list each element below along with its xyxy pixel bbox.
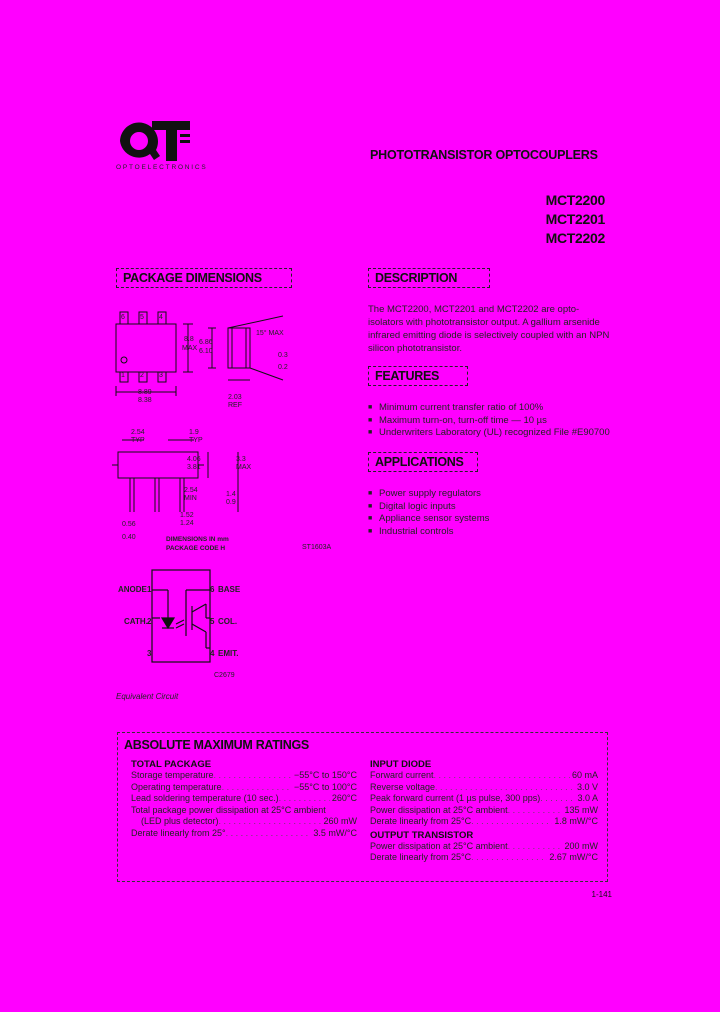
circuit-pin-4: 4 [210, 649, 215, 658]
table-row: Total package power dissipation at 25°C ambient [131, 804, 326, 815]
dim-label: 6.86 [199, 339, 213, 346]
emit-label: EMIT. [218, 649, 239, 658]
table-row: Reverse voltage . . . 3.0 V [370, 782, 598, 794]
part-number-2: MCT2201 [545, 211, 605, 227]
features-list [368, 402, 610, 440]
package-dimensions-heading: PACKAGE DIMENSIONS [116, 268, 292, 288]
dim-label: 6.10 [199, 348, 213, 355]
dim-label: TYP [131, 437, 145, 444]
dim-label: 1.52 [180, 512, 194, 519]
table-row: Derate linearly from 25°C . . . 2.67 mW/°C [370, 852, 598, 864]
circuit-pin-1: 1 [147, 585, 152, 594]
page-title: PHOTOTRANSISTOR OPTOCOUPLERS [370, 148, 598, 162]
circuit-pin-6: 6 [210, 585, 215, 594]
dim-label: MIN [184, 495, 197, 502]
list-item: ■ Digital logic inputs [368, 501, 489, 514]
total-package-ratings [131, 759, 357, 839]
pin-label-2: 2 [140, 372, 144, 379]
dim-label: 8.8 [184, 336, 194, 343]
table-row: Storage temperature . . . −55°C to 150°C [131, 770, 357, 782]
dim-label: 1.4 [226, 491, 236, 498]
table-row: Lead soldering temperature (10 sec.) . . . 260°C [131, 793, 357, 805]
dim-label: 3.81 [187, 464, 201, 471]
input-diode-heading: INPUT DIODE [370, 759, 432, 770]
features-heading: FEATURES [368, 366, 468, 386]
col-label: COL. [218, 617, 238, 626]
total-package-heading: TOTAL PACKAGE [131, 759, 212, 770]
dim-label: 0.2 [278, 364, 288, 371]
circuit-pin-5: 5 [210, 617, 215, 626]
list-item: ■ Appliance sensor systems [368, 513, 489, 526]
drawing-id: ST1603A [302, 544, 332, 551]
pin-label-5: 5 [140, 314, 144, 321]
pin-label-1: 1 [121, 372, 125, 379]
anode-label: ANODE [118, 585, 147, 594]
dim-label: REF [228, 402, 242, 409]
circuit-pin-3: 3 [147, 649, 152, 658]
package-code: PACKAGE CODE H [166, 545, 226, 552]
dim-label: 0.3 [278, 352, 288, 359]
list-item: ■ Power supply regulators [368, 488, 489, 501]
circuit-caption: Equivalent Circuit [116, 692, 179, 701]
base-label: BASE [218, 585, 241, 594]
qt-logo [116, 118, 192, 164]
dim-label: 2.03 [228, 394, 242, 401]
dim-label: 15° MAX [256, 330, 284, 337]
page-number: 1-141 [591, 890, 612, 899]
dimensions-note: DIMENSIONS IN mm [166, 536, 229, 543]
dim-label: 3.3 [236, 456, 246, 463]
dim-label: 2.54 [131, 429, 145, 436]
part-number-1: MCT2200 [545, 192, 605, 208]
input-output-ratings [370, 759, 598, 864]
list-item: ■ Minimum current transfer ratio of 100% [368, 402, 610, 415]
table-row: Derate linearly from 25° . . . 3.5 mW/°C [131, 828, 357, 840]
ratings-heading: ABSOLUTE MAXIMUM RATINGS [124, 738, 309, 752]
table-row: Power dissipation at 25°C ambient . . . 200 mW [370, 841, 598, 853]
dim-label: 0.40 [122, 534, 136, 541]
table-row: (LED plus detector) . . . 260 mW [131, 816, 357, 828]
table-row: Power dissipation at 25°C ambient . . . 135 mW [370, 805, 598, 817]
part-number-3: MCT2202 [545, 230, 605, 246]
list-item: ■ Industrial controls [368, 526, 489, 539]
table-row: Forward current . . . 60 mA [370, 770, 598, 782]
circuit-pin-2: 2 [147, 617, 152, 626]
pin-label-4: 4 [159, 314, 163, 321]
table-row: Peak forward current (1 µs pulse, 300 pps) . . . 3.0 A [370, 793, 598, 805]
dim-label: 8.89 [138, 389, 152, 396]
cathode-label: CATH. [124, 617, 148, 626]
dim-label: TYP [189, 437, 203, 444]
table-row: Derate linearly from 25°C . . . 1.8 mW/°C [370, 816, 598, 828]
description-heading: DESCRIPTION [368, 268, 490, 288]
equivalent-circuit-diagram [146, 566, 216, 666]
list-item: ■ Underwriters Laboratory (UL) recognized File #E90700 [368, 427, 610, 440]
output-transistor-heading: OUTPUT TRANSISTOR [370, 829, 474, 841]
dim-label: 1.24 [180, 520, 194, 527]
pin-label-3: 3 [159, 372, 163, 379]
circuit-drawing-id: C2679 [214, 672, 235, 679]
pin-label-6: 6 [121, 314, 125, 321]
dim-label: 8.38 [138, 397, 152, 404]
applications-heading: APPLICATIONS [368, 452, 478, 472]
package-front-drawing [108, 432, 258, 522]
dim-label: 0.9 [226, 499, 236, 506]
list-item: ■ Maximum turn-on, turn-off time — 10 µs [368, 415, 610, 428]
dim-label: 0.56 [122, 521, 136, 528]
logo-subtitle: OPTOELECTRONICS [116, 164, 208, 171]
dim-label: 2.54 [184, 487, 198, 494]
dim-label: 1.9 [189, 429, 199, 436]
applications-list [368, 488, 489, 538]
dim-label: 4.06 [187, 456, 201, 463]
dim-label: MAX [236, 464, 252, 471]
dim-label: MAX [182, 345, 198, 352]
table-row: Operating temperature . . . −55°C to 100°C [131, 782, 357, 794]
description-text: The MCT2200, MCT2201 and MCT2202 are opto-isolators with phototransistor output. A gallium arsenide infrared emitting diode is selectively coupled with an NPN silicon phototransistor. [368, 304, 610, 354]
